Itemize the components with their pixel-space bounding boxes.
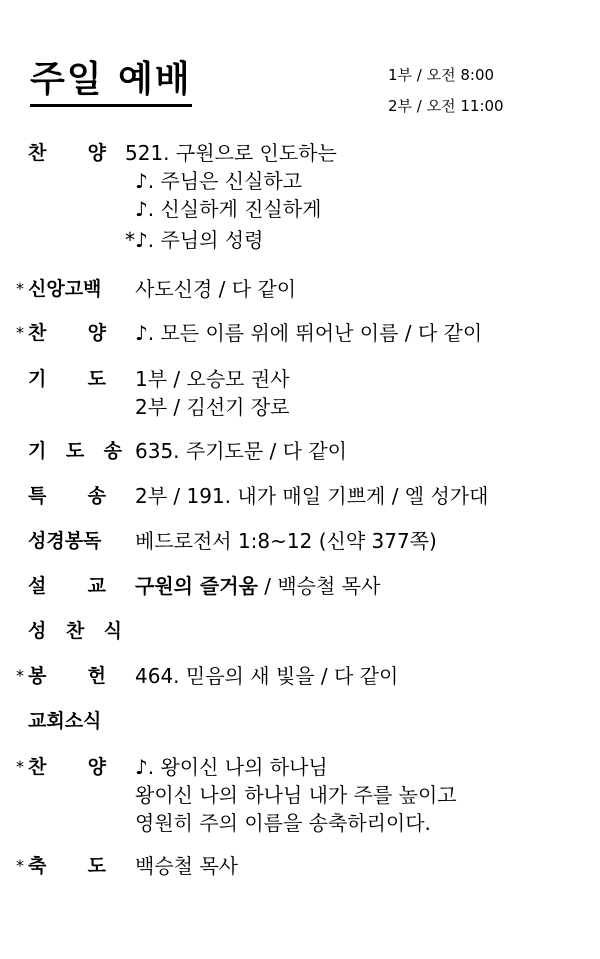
- label-char: 양: [87, 756, 106, 778]
- label-char: 기: [28, 368, 47, 390]
- order-content: [135, 662, 398, 690]
- order-content: [135, 527, 437, 555]
- order-content: [135, 753, 457, 837]
- content-line: *♪. 주님의 성령: [125, 228, 264, 252]
- label-char: 봉: [28, 665, 47, 687]
- order-label: [16, 852, 122, 880]
- content-line: 왕이신 나의 하나님 내가 주를 높이고: [135, 783, 457, 807]
- content-line: 영원히 주의 이름을 송축하리이다.: [135, 811, 431, 835]
- label-char: 기: [28, 440, 47, 462]
- standing-mark: *: [16, 666, 24, 685]
- label-char: 축: [28, 855, 47, 877]
- content-line: ♪. 주님은 신실하고: [135, 169, 303, 193]
- order-label: [16, 319, 122, 347]
- page-title: 주일 예배: [30, 62, 192, 107]
- order-content: [135, 852, 238, 880]
- content-line: ♪. 모든 이름 위에 뛰어난 이름 / 다 같이: [135, 321, 483, 345]
- content-line: 사도신경 / 다 같이: [135, 277, 297, 301]
- order-label: [16, 753, 122, 781]
- order-label: 교회소식: [28, 710, 102, 732]
- order-label: [16, 662, 122, 690]
- label-char: 송: [87, 485, 106, 507]
- order-label: [16, 572, 122, 600]
- label-char: 특: [28, 485, 47, 507]
- standing-mark: *: [16, 757, 24, 776]
- content-line: ♪. 신실하게 진실하게: [135, 197, 322, 221]
- service-time-1: 1부 / 오전 8:00: [388, 66, 495, 84]
- label-char: 교: [87, 575, 106, 597]
- content-line: 베드로전서 1:8~12 (신약 377쪽): [135, 529, 437, 553]
- sermon-title: 구원의 즐거움: [135, 574, 258, 598]
- order-content: [135, 572, 380, 600]
- label-char: 식: [103, 620, 122, 642]
- standing-mark: *: [16, 856, 24, 875]
- standing-mark: *: [16, 279, 24, 298]
- label-char: 송: [103, 440, 122, 462]
- order-label: [16, 482, 122, 510]
- service-time-2: 2부 / 오전 11:00: [388, 97, 504, 115]
- label-char: 헌: [87, 665, 106, 687]
- content-line: 2부 / 김선기 장로: [135, 395, 290, 419]
- service-times: [388, 60, 504, 122]
- order-label: [16, 139, 122, 167]
- order-content: [135, 365, 289, 421]
- label-char: 찬: [28, 756, 47, 778]
- label-char: 성: [28, 620, 47, 642]
- order-content: [135, 482, 488, 510]
- content-line: 464. 믿음의 새 빛을 / 다 같이: [135, 664, 399, 688]
- content-line: 1부 / 오승모 권사: [135, 367, 290, 391]
- standing-mark: *: [16, 323, 24, 342]
- order-content: [135, 275, 296, 303]
- order-label: [16, 617, 122, 645]
- label-char: 찬: [65, 620, 85, 642]
- order-label: * 신앙고백: [16, 275, 122, 303]
- order-content: [135, 319, 482, 347]
- content-line: ♪. 왕이신 나의 하나님: [135, 755, 328, 779]
- order-label: [16, 365, 122, 393]
- order-content: [125, 139, 337, 254]
- label-char: 찬: [28, 142, 47, 164]
- order-label: 성경봉독: [28, 530, 102, 552]
- content-line: 635. 주기도문 / 다 같이: [135, 439, 347, 463]
- label-char: 설: [28, 575, 47, 597]
- sermon-preacher: / 백승철 목사: [257, 574, 381, 598]
- label-char: 양: [87, 322, 106, 344]
- label-char: 도: [87, 368, 106, 390]
- content-line: 백승철 목사: [135, 854, 238, 878]
- order-label: [16, 437, 122, 465]
- label-char: 양: [87, 142, 106, 164]
- content-line: 2부 / 191. 내가 매일 기쁘게 / 엘 성가대: [135, 484, 489, 508]
- label-char: 도: [87, 855, 106, 877]
- content-line: 521. 구원으로 인도하는: [125, 141, 337, 165]
- label-char: 도: [65, 440, 85, 462]
- label-char: 찬: [28, 322, 47, 344]
- order-content: [135, 437, 347, 465]
